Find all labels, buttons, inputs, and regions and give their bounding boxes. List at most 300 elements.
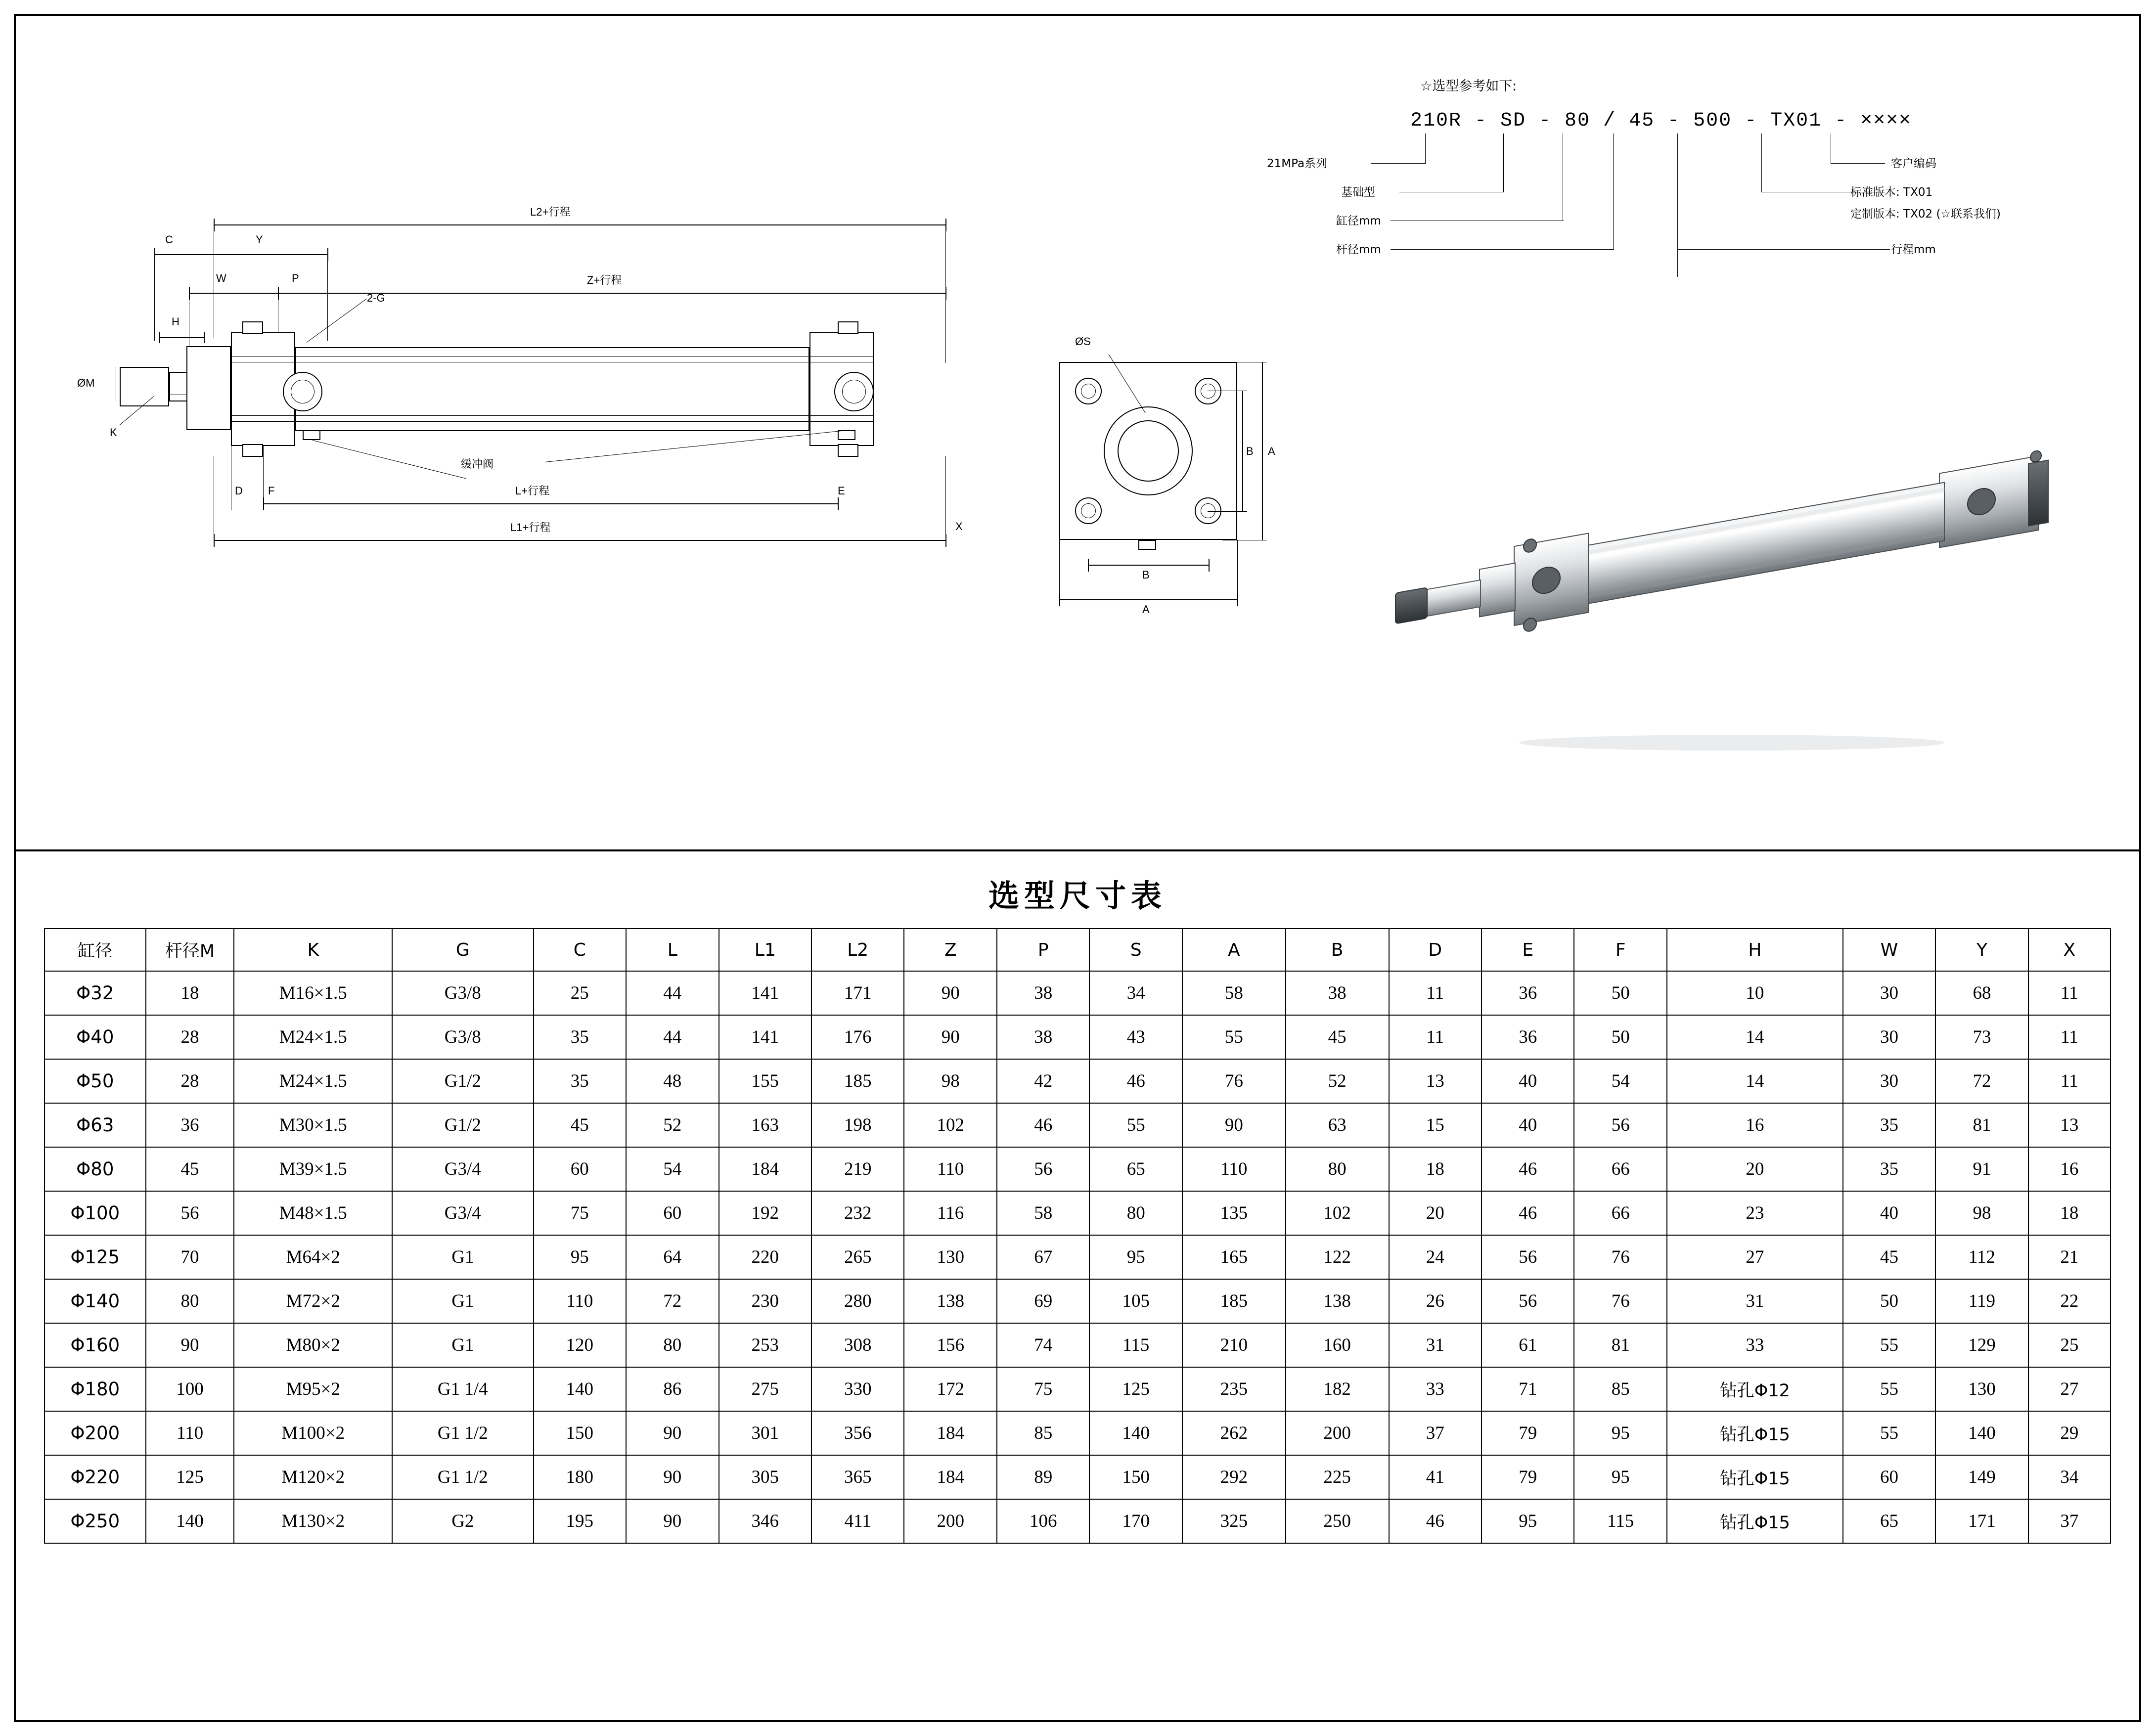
ext-line	[1208, 511, 1247, 512]
leader-line-cushion-left	[313, 440, 466, 479]
table-cell: G1	[392, 1323, 533, 1367]
table-cell: 56	[146, 1191, 234, 1235]
table-cell: 37	[1389, 1411, 1482, 1455]
pn-callout-customer: 客户编码	[1891, 157, 1936, 170]
table-cell: 90	[626, 1499, 718, 1543]
bolt-hole-inner	[1201, 384, 1215, 399]
table-cell: 35	[534, 1059, 626, 1103]
table-cell: 20	[1389, 1191, 1482, 1235]
table-row	[45, 1103, 2110, 1147]
table-cell: 46	[997, 1103, 1089, 1147]
table-cell: 27	[2028, 1367, 2110, 1411]
table-cell: 155	[719, 1059, 811, 1103]
table-title: 选型尺寸表	[988, 878, 1167, 914]
table-cell: 100	[146, 1367, 234, 1411]
table-cell: M30×1.5	[234, 1103, 392, 1147]
dim-line-l1	[214, 540, 945, 541]
pn-callout-stroke: 行程mm	[1891, 243, 1936, 256]
table-cell: M95×2	[234, 1367, 392, 1411]
dim-label-e: E	[838, 485, 845, 497]
table-cell: 411	[811, 1499, 904, 1543]
table-cell: G1	[392, 1279, 533, 1323]
table-cell: 30	[1843, 1059, 1935, 1103]
port-inner-left	[291, 380, 314, 403]
table-header-row	[45, 929, 2110, 971]
pn-leader	[1677, 134, 1678, 277]
table-cell: G1/2	[392, 1059, 533, 1103]
table-cell: 36	[1482, 1015, 1574, 1059]
cylinder-barrel	[295, 347, 809, 431]
table-cell: 56	[1482, 1235, 1574, 1279]
table-cell: 45	[1843, 1235, 1935, 1279]
col-header-f: F	[1574, 929, 1666, 971]
table-cell: 110	[904, 1147, 996, 1191]
dim-label-a-horz: A	[1142, 603, 1150, 616]
col-header-p: P	[997, 929, 1089, 971]
dim-line-c	[154, 254, 214, 255]
table-cell: 55	[1843, 1323, 1935, 1367]
table-cell: 140	[1935, 1411, 2028, 1455]
table-cell: 54	[626, 1147, 718, 1191]
table-cell: 21	[2028, 1235, 2110, 1279]
table-cell: 46	[1482, 1147, 1574, 1191]
table-cell: 61	[1482, 1323, 1574, 1367]
table-cell: 46	[1089, 1059, 1182, 1103]
table-cell: 305	[719, 1455, 811, 1499]
label-port-2g: 2-G	[367, 292, 385, 304]
col-header-g: G	[392, 929, 533, 971]
rod-gland	[186, 346, 231, 430]
table-cell: 116	[904, 1191, 996, 1235]
table-row	[45, 971, 2110, 1015]
table-cell: 73	[1935, 1015, 2028, 1059]
table-cell: 52	[1286, 1059, 1389, 1103]
table-cell: G3/4	[392, 1191, 533, 1235]
dim-line-z	[327, 293, 945, 294]
table-cell: Φ200	[45, 1411, 146, 1455]
table-cell: 38	[1286, 971, 1389, 1015]
table-cell: 16	[2028, 1147, 2110, 1191]
dimension-table	[44, 928, 2111, 1544]
table-cell: 28	[146, 1015, 234, 1059]
table-cell: 141	[719, 971, 811, 1015]
pn-callout-series: 21MPa系列	[1267, 157, 1328, 170]
pn-leader	[1425, 134, 1426, 163]
table-cell: M130×2	[234, 1499, 392, 1543]
table-cell: 23	[1667, 1191, 1843, 1235]
table-cell: Φ63	[45, 1103, 146, 1147]
dim-line-b-horz	[1088, 565, 1209, 566]
table-cell: 198	[811, 1103, 904, 1147]
col-header-l1: L1	[719, 929, 811, 971]
table-cell: 160	[1286, 1323, 1389, 1367]
table-cell: Φ100	[45, 1191, 146, 1235]
table-cell: 18	[1389, 1147, 1482, 1191]
dim-line-a-horz	[1059, 599, 1237, 600]
table-cell: 31	[1667, 1279, 1843, 1323]
table-cell: 46	[1482, 1191, 1574, 1235]
dim-label-y: Y	[256, 233, 263, 246]
table-cell: 85	[1574, 1367, 1666, 1411]
table-cell: 34	[2028, 1455, 2110, 1499]
table-cell: 41	[1389, 1455, 1482, 1499]
dim-tick	[1209, 559, 1210, 572]
table-cell: 90	[904, 1015, 996, 1059]
table-cell: G3/8	[392, 971, 533, 1015]
table-cell: 22	[2028, 1279, 2110, 1323]
table-cell: G2	[392, 1499, 533, 1543]
table-cell: 69	[997, 1279, 1089, 1323]
tie-rod-line	[231, 415, 874, 416]
drawing-sheet	[14, 14, 2141, 1722]
table-cell: 98	[1935, 1191, 2028, 1235]
table-cell: 95	[534, 1235, 626, 1279]
pn-leader	[1677, 249, 1890, 250]
table-cell: 119	[1935, 1279, 2028, 1323]
table-cell: 140	[534, 1367, 626, 1411]
dim-label-k: K	[110, 426, 117, 439]
cylinder-end-view	[1044, 332, 1321, 639]
table-cell: 26	[1389, 1279, 1482, 1323]
col-header-k: K	[234, 929, 392, 971]
table-cell: 129	[1935, 1323, 2028, 1367]
table-cell: 75	[997, 1367, 1089, 1411]
table-cell: 90	[626, 1411, 718, 1455]
pn-leader	[1831, 163, 1885, 164]
pn-callout-bore: 缸径mm	[1336, 215, 1381, 227]
col-header-l2: L2	[811, 929, 904, 971]
bore-inner	[1118, 420, 1179, 482]
table-row	[45, 1323, 2110, 1367]
table-cell: 58	[997, 1191, 1089, 1235]
table-cell: 156	[904, 1323, 996, 1367]
table-cell: 200	[904, 1499, 996, 1543]
table-cell: 40	[1482, 1059, 1574, 1103]
table-cell: 13	[1389, 1059, 1482, 1103]
table-cell: 112	[1935, 1235, 2028, 1279]
table-row	[45, 1235, 2110, 1279]
cylinder-3d-illustration	[1366, 426, 2098, 772]
table-cell: 56	[1482, 1279, 1574, 1323]
table-cell: Φ32	[45, 971, 146, 1015]
table-cell: 79	[1482, 1411, 1574, 1455]
table-cell: 301	[719, 1411, 811, 1455]
pn-leader	[1613, 134, 1614, 249]
table-cell: 34	[1089, 971, 1182, 1015]
table-cell: 11	[2028, 1015, 2110, 1059]
table-cell: G3/8	[392, 1015, 533, 1059]
ext-line	[154, 254, 155, 341]
table-cell: 20	[1667, 1147, 1843, 1191]
table-cell: 280	[811, 1279, 904, 1323]
tie-rod-nut	[838, 321, 858, 334]
table-cell: 71	[1482, 1367, 1574, 1411]
table-cell: 钻孔Φ15	[1667, 1499, 1843, 1543]
table-cell: 25	[534, 971, 626, 1015]
table-cell: 55	[1089, 1103, 1182, 1147]
table-cell: G1 1/2	[392, 1411, 533, 1455]
dim-label-a-vert: A	[1268, 445, 1275, 457]
table-cell: 165	[1182, 1235, 1286, 1279]
dim-label-b-vert: B	[1246, 445, 1254, 457]
table-cell: 195	[534, 1499, 626, 1543]
table-cell: 149	[1935, 1455, 2028, 1499]
table-cell: 38	[997, 1015, 1089, 1059]
table-cell: 184	[719, 1147, 811, 1191]
dim-label-l: L+行程	[515, 485, 550, 497]
table-cell: 66	[1574, 1147, 1666, 1191]
col-header-e: E	[1482, 929, 1574, 971]
table-cell: 150	[1089, 1455, 1182, 1499]
table-cell: 27	[1667, 1235, 1843, 1279]
table-cell: 54	[1574, 1059, 1666, 1103]
table-cell: 125	[1089, 1367, 1182, 1411]
table-cell: 64	[626, 1235, 718, 1279]
table-cell: 55	[1843, 1367, 1935, 1411]
table-cell: 330	[811, 1367, 904, 1411]
col-header-b: B	[1286, 929, 1389, 971]
table-cell: 30	[1843, 971, 1935, 1015]
table-cell: 66	[1574, 1191, 1666, 1235]
cushion-valve-left	[303, 430, 320, 440]
table-cell: Φ160	[45, 1323, 146, 1367]
table-cell: 36	[1482, 971, 1574, 1015]
table-row	[45, 1279, 2110, 1323]
table-cell: 37	[2028, 1499, 2110, 1543]
bolt-hole-inner	[1081, 503, 1096, 518]
pn-leader	[1391, 249, 1614, 250]
col-header-l: L	[626, 929, 718, 971]
dim-label-phi-s: ØS	[1075, 335, 1091, 348]
table-cell: M120×2	[234, 1455, 392, 1499]
table-cell: 79	[1482, 1455, 1574, 1499]
table-cell: 45	[534, 1103, 626, 1147]
table-cell: 89	[997, 1455, 1089, 1499]
table-cell: 95	[1574, 1455, 1666, 1499]
port-inner-right	[842, 380, 866, 403]
table-cell: M100×2	[234, 1411, 392, 1455]
table-cell: G1 1/4	[392, 1367, 533, 1411]
table-cell: 170	[1089, 1499, 1182, 1543]
table-cell: 115	[1089, 1323, 1182, 1367]
pn-leader	[1371, 163, 1426, 164]
col-header-c: C	[534, 929, 626, 971]
dim-line-y	[214, 254, 327, 255]
table-cell: 31	[1389, 1323, 1482, 1367]
dim-label-w: W	[216, 272, 226, 284]
bolt-hole-inner	[1201, 503, 1215, 518]
table-cell: 180	[534, 1455, 626, 1499]
table-cell: 110	[534, 1279, 626, 1323]
table-cell: 50	[1574, 971, 1666, 1015]
table-cell: 90	[1182, 1103, 1286, 1147]
dim-line-l2	[214, 224, 945, 225]
table-cell: 36	[146, 1103, 234, 1147]
table-row	[45, 1191, 2110, 1235]
table-cell: 81	[1574, 1323, 1666, 1367]
table-cell: 46	[1389, 1499, 1482, 1543]
dim-line-b-vert	[1242, 391, 1243, 511]
table-cell: 125	[146, 1455, 234, 1499]
table-cell: 40	[1843, 1191, 1935, 1235]
col-header-a: A	[1182, 929, 1286, 971]
dim-label-z: Z+行程	[587, 274, 622, 286]
table-cell: 308	[811, 1323, 904, 1367]
table-cell: Φ140	[45, 1279, 146, 1323]
dim-label-f: F	[268, 485, 275, 497]
table-cell: 13	[2028, 1103, 2110, 1147]
table-cell: 200	[1286, 1411, 1389, 1455]
table-cell: 95	[1089, 1235, 1182, 1279]
table-cell: Φ40	[45, 1015, 146, 1059]
col-header-rod: 杆径M	[146, 929, 234, 971]
table-cell: G3/4	[392, 1147, 533, 1191]
table-row	[45, 1455, 2110, 1499]
col-header-x: X	[2028, 929, 2110, 971]
dim-label-b-horz: B	[1142, 569, 1150, 581]
table-cell: 141	[719, 1015, 811, 1059]
table-cell: 50	[1574, 1015, 1666, 1059]
dim-tick	[159, 332, 160, 343]
table-cell: M64×2	[234, 1235, 392, 1279]
ext-line	[327, 254, 328, 341]
table-cell: G1 1/2	[392, 1455, 533, 1499]
leader-line-2g	[307, 299, 367, 343]
table-cell: 253	[719, 1323, 811, 1367]
table-cell: 44	[626, 1015, 718, 1059]
table-cell: G1/2	[392, 1103, 533, 1147]
table-cell: 74	[997, 1323, 1089, 1367]
table-row	[45, 1059, 2110, 1103]
table-cell: 192	[719, 1191, 811, 1235]
table-cell: 24	[1389, 1235, 1482, 1279]
table-cell: 102	[904, 1103, 996, 1147]
table-cell: 91	[1935, 1147, 2028, 1191]
table-cell: 42	[997, 1059, 1089, 1103]
table-cell: 235	[1182, 1367, 1286, 1411]
table-cell: 18	[2028, 1191, 2110, 1235]
table-cell: 11	[2028, 971, 2110, 1015]
dim-line-h	[159, 337, 204, 338]
table-cell: 11	[2028, 1059, 2110, 1103]
pn-leader	[1761, 134, 1762, 192]
table-cell: 80	[1089, 1191, 1182, 1235]
dim-label-c: C	[165, 233, 173, 246]
dim-tick	[263, 497, 264, 510]
table-cell: M39×1.5	[234, 1147, 392, 1191]
pn-code: 210R - SD - 80 / 45 - 500 - TX01 - ××××	[1410, 110, 1912, 132]
table-cell: M16×1.5	[234, 971, 392, 1015]
table-cell: 56	[1574, 1103, 1666, 1147]
table-cell: 138	[904, 1279, 996, 1323]
table-cell: 55	[1182, 1015, 1286, 1059]
table-cell: 250	[1286, 1499, 1389, 1543]
table-cell: 220	[719, 1235, 811, 1279]
dim-label-phi-m: ØM	[77, 377, 95, 389]
table-cell: 184	[904, 1411, 996, 1455]
table-cell: 60	[534, 1147, 626, 1191]
table-cell: 16	[1667, 1103, 1843, 1147]
table-cell: 60	[1843, 1455, 1935, 1499]
table-cell: 40	[1482, 1103, 1574, 1147]
table-cell: 219	[811, 1147, 904, 1191]
table-cell: 45	[1286, 1015, 1389, 1059]
table-cell: 184	[904, 1455, 996, 1499]
tie-rod-line	[231, 421, 874, 422]
dim-tick	[838, 497, 839, 510]
table-cell: Φ80	[45, 1147, 146, 1191]
table-row	[45, 1411, 2110, 1455]
table-row	[45, 1015, 2110, 1059]
dim-label-p: P	[292, 272, 299, 284]
drawing-area	[16, 16, 2139, 851]
table-cell: 225	[1286, 1455, 1389, 1499]
table-cell: 43	[1089, 1015, 1182, 1059]
dim-line-w	[189, 293, 278, 294]
table-cell: 11	[1389, 1015, 1482, 1059]
table-cell: 72	[1935, 1059, 2028, 1103]
table-cell: 275	[719, 1367, 811, 1411]
table-cell: 80	[626, 1323, 718, 1367]
table-cell: 10	[1667, 971, 1843, 1015]
table-cell: M24×1.5	[234, 1059, 392, 1103]
dimension-table-area	[16, 851, 2139, 1722]
table-cell: 68	[1935, 971, 2028, 1015]
table-cell: 105	[1089, 1279, 1182, 1323]
table-cell: 140	[146, 1499, 234, 1543]
table-cell: 292	[1182, 1455, 1286, 1499]
table-cell: 11	[1389, 971, 1482, 1015]
table-cell: 33	[1389, 1367, 1482, 1411]
table-cell: 14	[1667, 1015, 1843, 1059]
cylinder-side-view	[70, 179, 1010, 733]
table-cell: 钻孔Φ15	[1667, 1411, 1843, 1455]
pn-leader	[1503, 134, 1504, 192]
table-cell: Φ180	[45, 1367, 146, 1411]
table-cell: 171	[811, 971, 904, 1015]
cushion-valve-right	[838, 430, 855, 440]
col-header-w: W	[1843, 929, 1935, 971]
table-cell: 30	[1843, 1015, 1935, 1059]
table-cell: 55	[1843, 1411, 1935, 1455]
table-cell: G1	[392, 1235, 533, 1279]
table-cell: 90	[904, 971, 996, 1015]
table-row	[45, 1147, 2110, 1191]
table-cell: 176	[811, 1015, 904, 1059]
table-cell: 106	[997, 1499, 1089, 1543]
table-cell: 230	[719, 1279, 811, 1323]
table-cell: 172	[904, 1367, 996, 1411]
table-cell: 365	[811, 1455, 904, 1499]
table-cell: 210	[1182, 1323, 1286, 1367]
leader-line-cushion-right	[545, 430, 845, 462]
table-cell: 182	[1286, 1367, 1389, 1411]
table-cell: 52	[626, 1103, 718, 1147]
table-cell: 262	[1182, 1411, 1286, 1455]
table-cell: 90	[146, 1323, 234, 1367]
table-cell: M80×2	[234, 1323, 392, 1367]
dim-label-l2: L2+行程	[530, 206, 571, 218]
table-cell: 58	[1182, 971, 1286, 1015]
table-cell: 15	[1389, 1103, 1482, 1147]
table-cell: 95	[1482, 1499, 1574, 1543]
table-cell: 122	[1286, 1235, 1389, 1279]
table-cell: 14	[1667, 1059, 1843, 1103]
table-cell: 63	[1286, 1103, 1389, 1147]
table-cell: 150	[534, 1411, 626, 1455]
col-header-bore: 缸径	[45, 929, 146, 971]
dim-tick	[1088, 559, 1089, 572]
